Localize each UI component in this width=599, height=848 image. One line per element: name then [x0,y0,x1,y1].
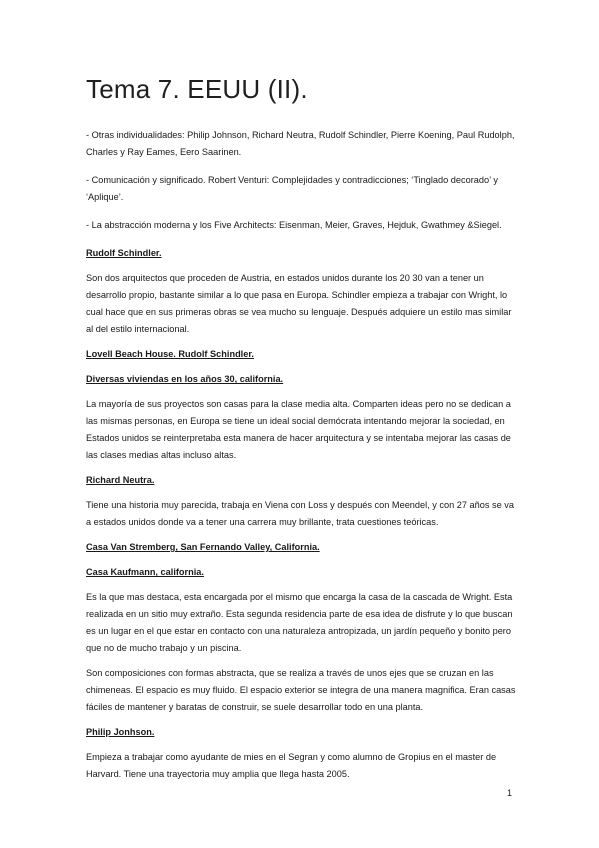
section-heading: Casa Van Stremberg, San Fernando Valley, California. [86,542,320,552]
page-title: Tema 7. EEUU (II). [86,74,308,104]
document-body [86,127,518,791]
section-heading: Lovell Beach House. Rudolf Schindler. [86,349,254,359]
bullet-item: - La abstracción moderna y los Five Architects: Eisenman, Meier, Graves, Hejduk, Gwathmey &Siegel. [86,220,502,230]
section-heading: Casa Kaufmann, california. [86,567,204,577]
paragraph: Empieza a trabajar como ayudante de mies en el Segran y como alumno de Gropius en el master de Harvard. Tiene una trayectoria muy amplia que llega hasta 2005. [86,752,497,779]
section-heading: Richard Neutra. [86,475,155,485]
page-number: 1 [507,788,513,798]
section-heading: Philip Jonhson. [86,727,155,737]
paragraph: Son composiciones con formas abstracta, que se realiza a través de unos ejes que se cruzan en las chimeneas. El espacio es muy fluido. El espacio exterior se integra de una manera magnifica. Eran casas fáciles de mantener y baratas de construir, se suele desarrollar todo en una planta. [86,668,516,712]
paragraph: Es la que mas destaca, esta encargada por el mismo que encarga la casa de la cascada de Wright. Esta realizada en un sitio muy extraño. Esta segunda residencia parte de esa idea de disfrute y lo que buscan es un lugar en el que estar en contacto con una naturaleza antropizada, un jardín pequeño y bonito pero que no de mucho trabajo y un piscina. [86,592,513,653]
paragraph: La mayoría de sus proyectos son casas para la clase media alta. Comparten ideas pero no se dedican a las mismas personas, en Europa se tiene un ideal social demócrata intentando mejorar la sociedad, en Estados unidos se reinterpretaba esta manera de hacer arquitectura y se intentaba mejorar las casas de las clases medias altas incluso altas. [86,399,511,460]
bullet-item: - Otras individualidades: Philip Johnson, Richard Neutra, Rudolf Schindler, Pierre Koening, Paul Rudolph, Charles y Ray Eames, Eero Saarinen. [86,130,515,157]
bullet-item: - Comunicación y significado. Robert Venturi: Complejidades y contradicciones; ‘Tinglado decorado’ y ‘Aplique’. [86,175,498,202]
section-heading: Diversas viviendas en los años 30, california. [86,374,284,384]
paragraph: Son dos arquitectos que proceden de Austria, en estados unidos durante los 20 30 van a tener un desarrollo propio, bastante similar a lo que pasa en Europa. Schindler empieza a trabajar con Wright, lo cual hace que en sus primeras obras se vea mucho su lenguaje. Después adquiere un estilo mas similar al del estilo internacional. [86,273,512,334]
section-heading: Rudolf Schindler. [86,248,162,258]
paragraph: Tiene una historia muy parecida, trabaja en Viena con Loss y después con Meendel, y con 27 años se va a estados unidos donde va a tener una carrera muy brillante, trata cuestiones teóricas. [86,500,514,527]
